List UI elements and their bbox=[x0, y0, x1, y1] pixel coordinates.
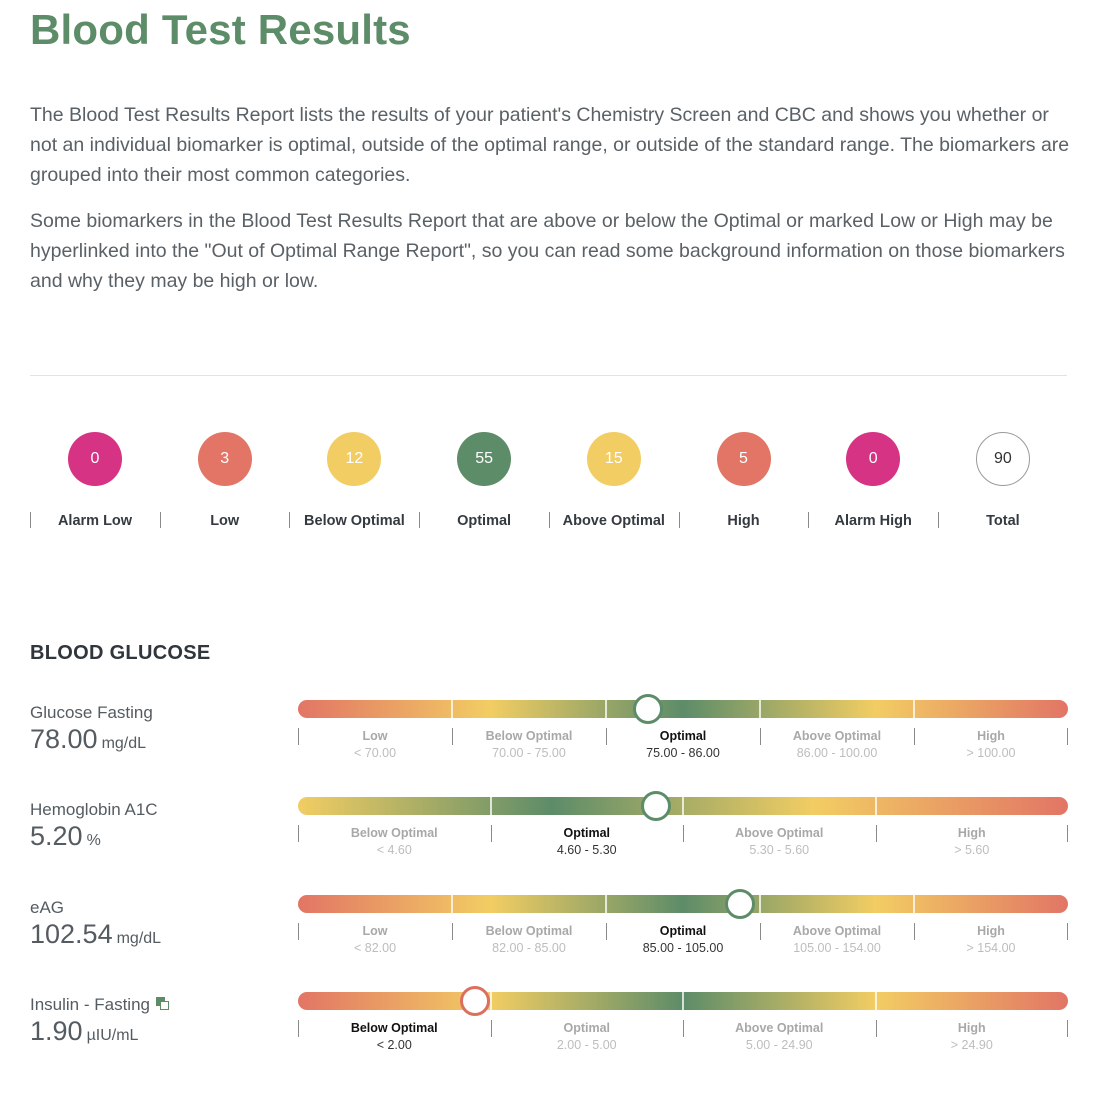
segment-range: 2.00 - 5.00 bbox=[556, 1038, 617, 1052]
segment-name: Above Optimal bbox=[792, 924, 882, 938]
segment-tick bbox=[914, 728, 915, 745]
segment-range: 5.30 - 5.60 bbox=[749, 843, 810, 857]
range-divider bbox=[682, 992, 684, 1010]
separator bbox=[808, 512, 809, 528]
segment-range: 4.60 - 5.30 bbox=[556, 843, 617, 857]
segment-name: Optimal bbox=[563, 826, 611, 840]
segment-range: > 5.60 bbox=[954, 843, 990, 857]
range-divider bbox=[759, 700, 761, 718]
segment-range: < 2.00 bbox=[376, 1038, 412, 1052]
range-segment-optimal bbox=[491, 825, 684, 861]
biomarker-name-text: Insulin - Fasting bbox=[30, 995, 150, 1014]
count-badge: 55 bbox=[457, 432, 511, 486]
summary-label: Total bbox=[986, 513, 1020, 529]
segment-tick bbox=[876, 825, 877, 842]
summary-item-below-optimal[interactable] bbox=[289, 432, 419, 562]
summary-item-alarm-low[interactable] bbox=[30, 432, 160, 562]
range-segment-high bbox=[876, 1020, 1069, 1056]
biomarker-name-text: Glucose Fasting bbox=[30, 703, 153, 722]
separator bbox=[289, 512, 290, 528]
value-marker-knob bbox=[633, 694, 663, 724]
summary-item-above-optimal[interactable] bbox=[549, 432, 679, 562]
biomarker-name bbox=[30, 800, 158, 820]
segment-name: Low bbox=[362, 729, 388, 743]
summary-label: High bbox=[727, 513, 760, 529]
segment-range: 105.00 - 154.00 bbox=[793, 941, 881, 955]
segment-range: > 24.90 bbox=[950, 1038, 993, 1052]
range-segment-optimal bbox=[606, 728, 760, 764]
value-number: 102.54 bbox=[30, 919, 113, 949]
biomarker-value bbox=[30, 1016, 138, 1047]
segment-tick bbox=[1067, 825, 1068, 842]
segment-name: Above Optimal bbox=[792, 729, 882, 743]
count-badge: 12 bbox=[327, 432, 381, 486]
range-bar bbox=[298, 992, 1068, 1010]
range-divider bbox=[605, 895, 607, 913]
summary-label: Low bbox=[210, 513, 240, 529]
section-divider bbox=[30, 375, 1067, 376]
segment-tick bbox=[683, 1020, 684, 1037]
segment-tick bbox=[298, 1020, 299, 1037]
segment-range: < 82.00 bbox=[353, 941, 397, 955]
count-badge: 90 bbox=[976, 432, 1030, 486]
biomarker-name bbox=[30, 703, 153, 723]
range-divider bbox=[490, 797, 492, 815]
segment-range: 5.00 - 24.90 bbox=[745, 1038, 813, 1052]
segment-tick bbox=[1067, 728, 1068, 745]
segment-tick bbox=[760, 923, 761, 940]
intro-text bbox=[30, 100, 1070, 312]
external-link-icon[interactable] bbox=[156, 997, 170, 1011]
section-heading-blood-glucose: BLOOD GLUCOSE bbox=[30, 642, 211, 664]
segment-range: < 70.00 bbox=[353, 746, 397, 760]
separator bbox=[679, 512, 680, 528]
range-divider bbox=[682, 797, 684, 815]
biomarker-glucose-fasting bbox=[0, 700, 1096, 790]
value-unit: µIU/mL bbox=[86, 1027, 139, 1044]
segment-tick bbox=[683, 825, 684, 842]
segment-range: < 4.60 bbox=[376, 843, 412, 857]
separator bbox=[30, 512, 31, 528]
value-marker-knob bbox=[641, 791, 671, 821]
segment-name: Optimal bbox=[659, 729, 707, 743]
summary-item-low[interactable] bbox=[160, 432, 290, 562]
separator bbox=[160, 512, 161, 528]
intro-paragraph-1: The Blood Test Results Report lists the results of your patient's Chemistry Screen and CBC and shows you whether or not an individual biomarker is optimal, outside of the optimal range, or outside of the standard range. The biomarkers are grouped into their most common categories. bbox=[30, 104, 1070, 186]
segment-tick bbox=[298, 728, 299, 745]
range-segment-above-optimal bbox=[760, 923, 914, 959]
count-badge: 15 bbox=[587, 432, 641, 486]
segment-range: > 154.00 bbox=[966, 941, 1016, 955]
segment-range: 82.00 - 85.00 bbox=[492, 941, 566, 955]
segment-name: Above Optimal bbox=[735, 1021, 824, 1035]
segment-tick bbox=[452, 923, 453, 940]
value-marker-knob bbox=[460, 986, 490, 1016]
segment-name: Below Optimal bbox=[485, 729, 573, 743]
biomarker-name bbox=[30, 995, 170, 1015]
segment-range: > 100.00 bbox=[966, 746, 1016, 760]
range-segment-low bbox=[298, 923, 452, 959]
value-marker-knob bbox=[725, 889, 755, 919]
segment-tick bbox=[606, 923, 607, 940]
segment-tick bbox=[606, 728, 607, 745]
value-number: 78.00 bbox=[30, 724, 98, 754]
segment-tick bbox=[298, 825, 299, 842]
segment-tick bbox=[1067, 923, 1068, 940]
segment-range: 86.00 - 100.00 bbox=[796, 746, 878, 760]
range-segment-optimal bbox=[606, 923, 760, 959]
segment-name: Below Optimal bbox=[350, 826, 438, 840]
segment-name: Below Optimal bbox=[350, 1021, 438, 1035]
range-divider bbox=[451, 895, 453, 913]
segment-name: Optimal bbox=[659, 924, 707, 938]
range-bar bbox=[298, 797, 1068, 815]
biomarker-name-text: eAG bbox=[30, 898, 65, 917]
count-badge: 0 bbox=[68, 432, 122, 486]
segment-range: 70.00 - 75.00 bbox=[492, 746, 566, 760]
segment-tick bbox=[876, 1020, 877, 1037]
summary-label: Alarm Low bbox=[57, 513, 133, 529]
separator bbox=[938, 512, 939, 528]
segment-name: High bbox=[977, 924, 1005, 938]
range-segment-high bbox=[914, 923, 1068, 959]
value-number: 5.20 bbox=[30, 821, 83, 851]
separator bbox=[549, 512, 550, 528]
summary-item-total[interactable] bbox=[938, 432, 1068, 562]
segment-name: Below Optimal bbox=[485, 924, 573, 938]
range-segment-below-optimal bbox=[298, 1020, 491, 1056]
range-segment-above-optimal bbox=[760, 728, 914, 764]
page-title: Blood Test Results bbox=[30, 6, 411, 53]
summary-label: Optimal bbox=[457, 513, 512, 529]
summary-item-optimal[interactable] bbox=[419, 432, 549, 562]
summary-item-high[interactable] bbox=[679, 432, 809, 562]
range-segment-optimal bbox=[491, 1020, 684, 1056]
value-unit: mg/dL bbox=[116, 930, 162, 947]
range-divider bbox=[759, 895, 761, 913]
segment-tick bbox=[491, 825, 492, 842]
range-bar bbox=[298, 895, 1068, 913]
segment-range: 85.00 - 105.00 bbox=[642, 941, 724, 955]
segment-name: Low bbox=[362, 924, 388, 938]
biomarker-value bbox=[30, 724, 146, 755]
range-segment-low bbox=[298, 728, 452, 764]
range-divider bbox=[451, 700, 453, 718]
range-divider bbox=[875, 992, 877, 1010]
range-segment-above-optimal bbox=[683, 825, 876, 861]
segment-tick bbox=[298, 923, 299, 940]
count-badge: 5 bbox=[717, 432, 771, 486]
value-unit: % bbox=[86, 832, 101, 849]
biomarker-name-text: Hemoglobin A1C bbox=[30, 800, 158, 819]
biomarker-eag bbox=[0, 895, 1096, 985]
range-segment-below-optimal bbox=[452, 728, 606, 764]
count-badge: 3 bbox=[198, 432, 252, 486]
range-segment-high bbox=[876, 825, 1069, 861]
range-segment-below-optimal bbox=[298, 825, 491, 861]
range-divider bbox=[605, 700, 607, 718]
results-summary bbox=[30, 432, 1070, 562]
range-segment-above-optimal bbox=[683, 1020, 876, 1056]
range-divider bbox=[913, 700, 915, 718]
summary-label: Alarm High bbox=[834, 513, 912, 529]
segment-name: High bbox=[957, 1021, 986, 1035]
intro-paragraph-2: Some biomarkers in the Blood Test Results Report that are above or below the Optimal or marked Low or High may be hyperlinked into the "Out of Optimal Range Report", so you can read some background information on those biomarkers and why they may be high or low. bbox=[30, 210, 1065, 292]
range-divider bbox=[913, 895, 915, 913]
segment-tick bbox=[760, 728, 761, 745]
segment-tick bbox=[914, 923, 915, 940]
value-unit: mg/dL bbox=[101, 735, 147, 752]
biomarker-hemoglobin-a1c bbox=[0, 797, 1096, 887]
biomarker-value bbox=[30, 821, 101, 852]
biomarker-name bbox=[30, 898, 64, 918]
range-segment-high bbox=[914, 728, 1068, 764]
segment-name: Above Optimal bbox=[735, 826, 824, 840]
segment-tick bbox=[1067, 1020, 1068, 1037]
value-number: 1.90 bbox=[30, 1016, 83, 1046]
segment-tick bbox=[452, 728, 453, 745]
segment-range: 75.00 - 86.00 bbox=[646, 746, 720, 760]
summary-label: Above Optimal bbox=[562, 513, 665, 529]
segment-name: High bbox=[957, 826, 986, 840]
segment-name: High bbox=[977, 729, 1005, 743]
range-bar bbox=[298, 700, 1068, 718]
separator bbox=[419, 512, 420, 528]
count-badge: 0 bbox=[846, 432, 900, 486]
segment-tick bbox=[491, 1020, 492, 1037]
range-segment-below-optimal bbox=[452, 923, 606, 959]
summary-label: Below Optimal bbox=[304, 513, 405, 529]
biomarker-insulin-fasting bbox=[0, 992, 1096, 1082]
segment-name: Optimal bbox=[563, 1021, 611, 1035]
range-divider bbox=[875, 797, 877, 815]
summary-item-alarm-high[interactable] bbox=[808, 432, 938, 562]
biomarker-value bbox=[30, 919, 161, 950]
